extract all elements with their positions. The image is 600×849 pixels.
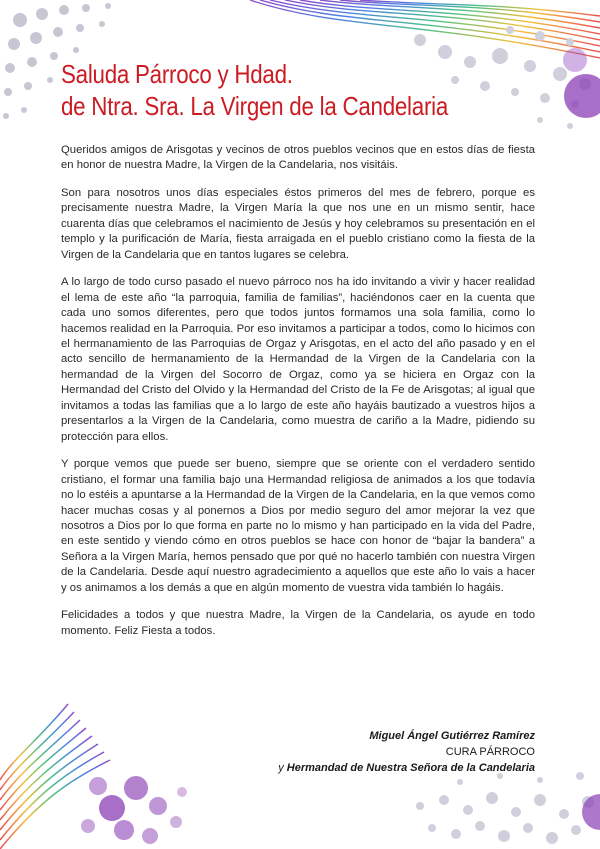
paragraph-closing: Felicidades a todos y que nuestra Madre, la Virgen de la Candelaria, os ayude en todo momento. Feliz Fiesta a todos. — [61, 609, 535, 637]
dot-pattern-bottom-right — [416, 772, 594, 844]
rainbow-wave-top — [250, 0, 600, 58]
page-title — [61, 58, 474, 122]
purple-bubble-top — [564, 74, 600, 118]
title-line-1: Saluda Párroco y Hdad. — [61, 59, 293, 89]
signature-block — [135, 728, 535, 776]
purple-bubbles-bottom-left — [81, 776, 187, 844]
signer-name: Miguel Ángel Gutiérrez Ramírez — [369, 730, 535, 742]
letter-body — [61, 143, 535, 651]
paragraph-greeting: Queridos amigos de Arisgotas y vecinos de otros pueblos vecinos que en estos días de fiesta en honor de nuestra Madre, la Virgen de la Candelaria, nos visitáis. — [61, 144, 535, 172]
org-name: Hermandad de Nuestra Señora de la Candelaria — [286, 762, 535, 774]
org-prefix: y — [278, 762, 287, 774]
paragraph-brotherhood: Y porque vemos que puede ser bueno, siempre que se oriente con el verdadero sentido cristiano, el formar una familia bajo una Hermandad religiosa de animados a los que todavía no lo estéis a apuntarse a la Hermandad de la Virgen de la Candelaria, en la que vemos como hacer muchas cosas y al ponernos a Dios por medio seguro del amor mejorar la vez que nosotros a Dios por lo que forma en parte no lo mismo y han participado en la vida del Padre, en este sentido y viendo cómo en otros pueblos se hace con honor de “bajar la bandera” a Señora a la Virgen María, hemos pensado que por qué no hacerlo también con nuestra Virgen de la Candelaria. Desde aquí nuestro agradecimiento a aquellos que este año lo vais a hacer y os animamos a los demás a que en algún momento de vuestra vida también lo hagáis. — [61, 458, 535, 594]
signer-role: CURA PÁRROCO — [445, 746, 535, 758]
signer-organization — [135, 760, 535, 776]
paragraph-parish-family: A lo largo de todo curso pasado el nuevo párroco nos ha ido invitando a vivir y hacer realidad el lema de este año “la parroquia, familia de familias”, haciéndonos caer en la cuenta que cada uno somos diferentes, pero que todos juntos formamos una sola familia, como lo hacemos realidad en la Parroquia. Por eso invitamos a participar a todos, como lo hicimos con el hermanamiento de las Parroquias de Orgaz y Arisgotas, en el acto del año pasado y en el acto sencillo de hermanamiento de la Hermandad de la Virgen de la Candelaria con la hermandad de la Virgen del Socorro de Orgaz, como ya se hiciera en Orgaz con la Hermandad del Cristo del Olvido y la Hermandad del Cristo de la Fe de Arisgotas; al igual que invitamos a todas las familias que a lo largo de este año hayáis bautizado a vuestros hijos a presentarlos a la Virgen de la Candelaria, como muestra de cariño a la Madre, pidiendo su protección para ellos. — [61, 276, 535, 443]
title-line-2: de Ntra. Sra. La Virgen de la Candelaria — [61, 91, 449, 121]
paragraph-february: Son para nosotros unos días especiales éstos primeros del mes de febrero, porque es precisamente nuestra Madre, la Virgen María la que nos une en un mismo sentir, hace cuarenta días que celebramos el nacimiento de Jesús y hoy celebramos su presentación en el templo y la purificación de María, fiesta arraigada en el pueblo cristiano como la fiesta de la Virgen de la Candelaria que en tantos lugares se celebra. — [61, 186, 535, 261]
